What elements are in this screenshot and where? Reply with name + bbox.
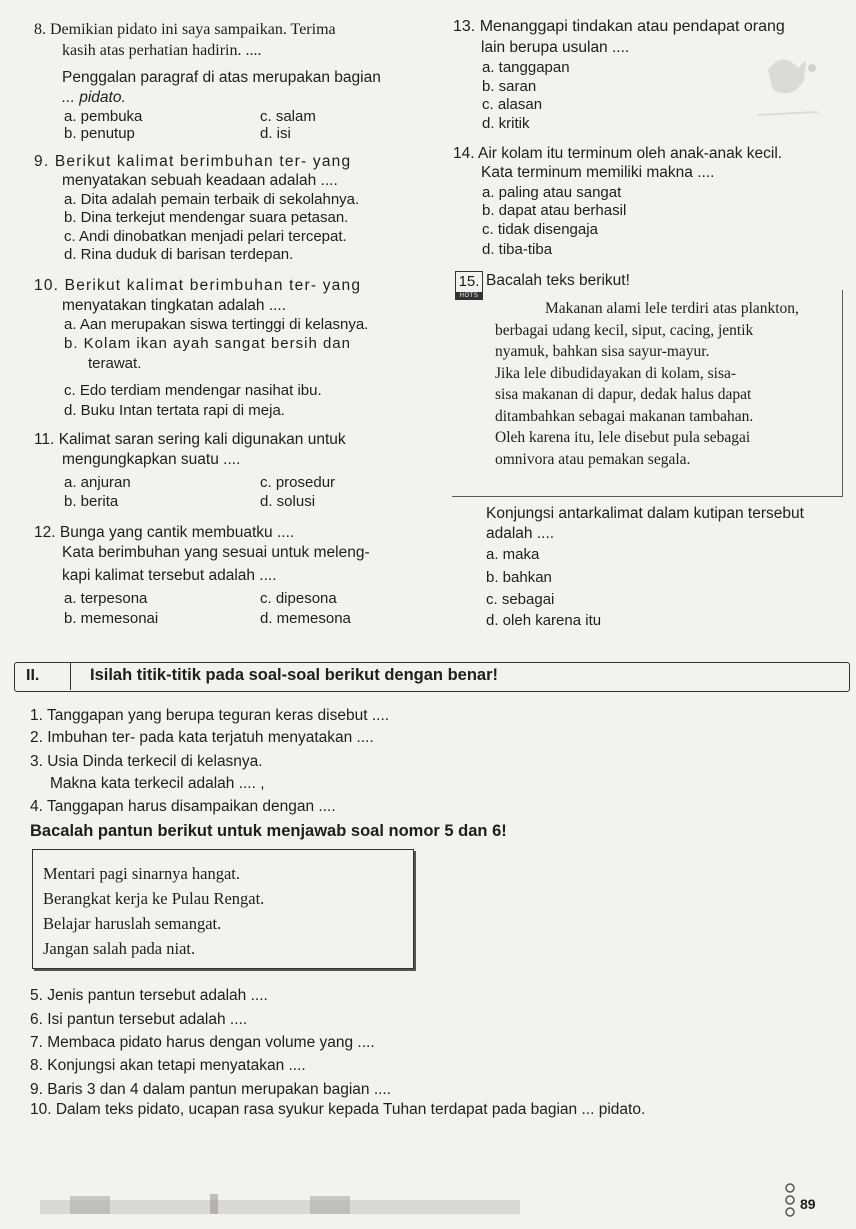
pantun-line: Belajar haruslah semangat. <box>43 914 222 933</box>
q13-option-b[interactable]: b. saran <box>482 78 537 95</box>
q8-stem-1: 8. Demikian pidato ini saya sampaikan. Terima <box>34 21 336 38</box>
essay-item-4: 4. Tanggapan harus disampaikan dengan .... <box>30 798 336 815</box>
q10-stem-1: 10. Berikut kalimat berimbuhan ter- yang <box>34 277 362 294</box>
page-marker-icon <box>784 1180 796 1220</box>
q11-option-c[interactable]: c. prosedur <box>260 474 336 491</box>
q12-stem-2: Kata berimbuhan yang sesuai untuk meleng- <box>62 544 370 561</box>
q14-option-d[interactable]: d. tiba-tiba <box>482 241 553 258</box>
q9-option-a[interactable]: a. Dita adalah pemain terbaik di sekolahnya. <box>64 191 360 208</box>
passage-box <box>452 290 843 497</box>
pantun-box <box>32 849 414 969</box>
q12-stem-1: 12. Bunga yang cantik membuatku .... <box>34 524 295 541</box>
q9-stem-2: menyatakan sebuah keadaan adalah .... <box>62 172 338 189</box>
q11-stem-1: 11. Kalimat saran sering kali digunakan untuk <box>34 431 346 448</box>
q14-option-a[interactable]: a. paling atau sangat <box>482 184 622 201</box>
q11-option-b[interactable]: b. berita <box>64 493 119 510</box>
page-number: 89 <box>800 1196 816 1212</box>
passage-line: omnivora atau pemakan segala. <box>495 450 691 468</box>
q8-option-d[interactable]: d. isi <box>260 125 291 142</box>
q11-option-a[interactable]: a. anjuran <box>64 474 131 491</box>
essay-item-9: 9. Baris 3 dan 4 dalam pantun merupakan bagian .... <box>30 1081 392 1098</box>
q12-option-a[interactable]: a. terpesona <box>64 590 148 607</box>
passage-line: berbagai udang kecil, siput, cacing, jentik <box>495 321 754 339</box>
q14-stem-1: 14. Air kolam itu terminum oleh anak-anak kecil. <box>453 145 783 162</box>
q15-intro: Bacalah teks berikut! <box>486 272 630 289</box>
q10-stem-2: menyatakan tingkatan adalah .... <box>62 297 287 314</box>
pantun-line: Jangan salah pada niat. <box>43 939 196 958</box>
essay-item-3-cont: Makna kata terkecil adalah .... , <box>50 775 265 792</box>
q8-option-a[interactable]: a. pembuka <box>64 108 143 125</box>
hots-badge: HOTS <box>455 292 483 300</box>
section-title: Isilah titik-titik pada soal-soal berikut dengan benar! <box>90 666 498 684</box>
essay-item-2: 2. Imbuhan ter- pada kata terjatuh menyatakan .... <box>30 729 374 746</box>
passage-line: Oleh karena itu, lele disebut pula sebagai <box>495 429 751 446</box>
q12-stem-3: kapi kalimat tersebut adalah .... <box>62 567 277 584</box>
q10-option-c[interactable]: c. Edo terdiam mendengar nasihat ibu. <box>64 382 322 399</box>
essay-item-5: 5. Jenis pantun tersebut adalah .... <box>30 987 268 1004</box>
essay-item-10: 10. Dalam teks pidato, ucapan rasa syukur kepada Tuhan terdapat pada bagian ... pidato. <box>30 1101 646 1118</box>
q9-stem-1: 9. Berikut kalimat berimbuhan ter- yang <box>34 153 352 170</box>
q10-option-b-cont: terawat. <box>88 355 142 372</box>
q8-stem-2: kasih atas perhatian hadirin. .... <box>62 42 262 59</box>
q13-option-c[interactable]: c. alasan <box>482 96 543 113</box>
q15-option-d[interactable]: d. oleh karena itu <box>486 612 602 629</box>
footer-decoration <box>40 1192 520 1216</box>
q12-option-b[interactable]: b. memesonai <box>64 610 159 627</box>
q13-stem-1: 13. Menanggapi tindakan atau pendapat orang <box>453 18 785 35</box>
q14-option-b[interactable]: b. dapat atau berhasil <box>482 202 627 219</box>
q10-option-d[interactable]: d. Buku Intan tertata rapi di meja. <box>64 402 285 419</box>
q13-option-a[interactable]: a. tanggapan <box>482 59 570 76</box>
q8-option-b[interactable]: b. penutup <box>64 125 135 142</box>
q9-option-d[interactable]: d. Rina duduk di barisan terdepan. <box>64 246 294 263</box>
essay-item-1: 1. Tanggapan yang berupa teguran keras disebut .... <box>30 707 390 724</box>
q8-option-c[interactable]: c. salam <box>260 108 316 125</box>
faded-illustration-icon <box>748 40 828 140</box>
essay-item-3: 3. Usia Dinda terkecil di kelasnya. <box>30 753 263 770</box>
q15-option-b[interactable]: b. bahkan <box>486 569 552 586</box>
pantun-line: Berangkat kerja ke Pulau Rengat. <box>43 889 265 908</box>
q8-stem-3: Penggalan paragraf di atas merupakan bagian <box>62 69 381 86</box>
q8-stem-4: ... pidato. <box>62 89 126 106</box>
q15-question-1: Konjungsi antarkalimat dalam kutipan tersebut <box>486 505 804 522</box>
passage-line: sisa makanan di dapur, dedak halus dapat <box>495 386 752 403</box>
q15-option-a[interactable]: a. maka <box>486 546 540 563</box>
q15-question-2: adalah .... <box>486 525 555 542</box>
passage-line: ditambahkan sebagai makanan tambahan. <box>495 407 754 425</box>
pantun-line: Mentari pagi sinarnya hangat. <box>43 864 241 883</box>
q13-stem-2: lain berupa usulan .... <box>481 39 630 56</box>
q14-stem-2: Kata terminum memiliki makna .... <box>481 164 715 181</box>
q10-option-a[interactable]: a. Aan merupakan siswa tertinggi di kelasnya. <box>64 316 369 333</box>
q15-option-c[interactable]: c. sebagai <box>486 591 555 608</box>
essay-item-7: 7. Membaca pidato harus dengan volume yang .... <box>30 1034 375 1051</box>
q11-stem-2: mengungkapkan suatu .... <box>62 451 241 468</box>
section-number: II. <box>18 662 71 690</box>
q9-option-b[interactable]: b. Dina terkejut mendengar suara petasan. <box>64 209 349 226</box>
q11-option-d[interactable]: d. solusi <box>260 493 316 510</box>
q13-option-d[interactable]: d. kritik <box>482 115 530 132</box>
passage-line: Makanan alami lele terdiri atas plankton, <box>545 300 799 317</box>
passage-line: nyamuk, bahkan sisa sayur-mayur. <box>495 343 710 360</box>
q14-option-c[interactable]: c. tidak disengaja <box>482 221 598 238</box>
q15-number: 15. <box>455 271 483 293</box>
essay-item-6: 6. Isi pantun tersebut adalah .... <box>30 1011 248 1028</box>
q10-option-b[interactable]: b. Kolam ikan ayah sangat bersih dan <box>64 335 351 352</box>
q9-option-c[interactable]: c. Andi dinobatkan menjadi pelari tercepat. <box>64 228 347 245</box>
pantun-instruction: Bacalah pantun berikut untuk menjawab soal nomor 5 dan 6! <box>30 822 507 840</box>
q12-option-c[interactable]: c. dipesona <box>260 590 337 607</box>
essay-item-8: 8. Konjungsi akan tetapi menyatakan .... <box>30 1057 306 1074</box>
passage-text <box>495 298 839 470</box>
q12-option-d[interactable]: d. memesona <box>260 610 351 627</box>
passage-line: Jika lele dibudidayakan di kolam, sisa- <box>495 364 737 382</box>
